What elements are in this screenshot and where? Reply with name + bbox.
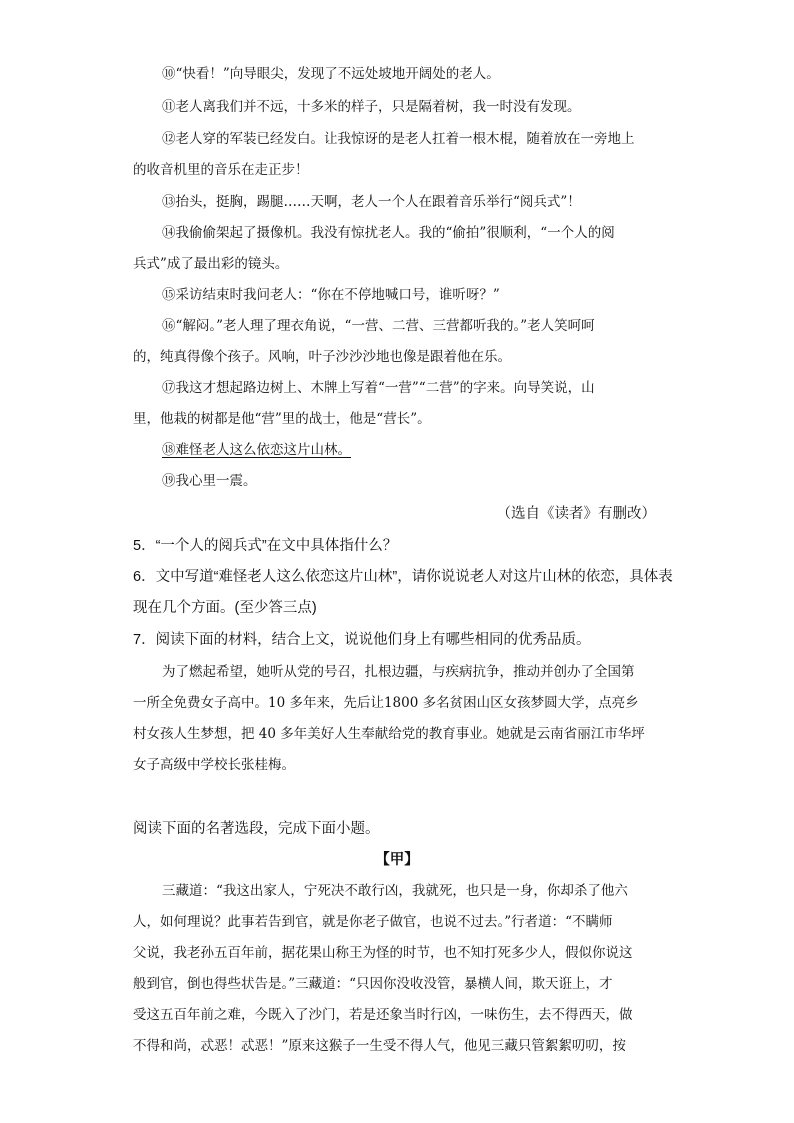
question-5: 5．“一个人的阅兵式”在文中具体指什么？ [133,538,398,554]
material-line-1: 为了燃起希望，她听从党的号召，扎根边疆，与疾病抗争，推动并创办了全国第 [162,664,635,680]
section-instruction: 阅读下面的名著选段，完成下面小题。 [133,821,380,837]
paragraph-12-line-1: ⑫老人穿的军装已经发白。让我惊讶的是老人扛着一根木棍，随着放在一旁地上 [162,131,635,147]
paragraph-13: ⑬抬头，挺胸，踢腿……天啊，老人一个人在跟着音乐举行“阅兵式”！ [162,194,581,210]
excerpt-line-5: 受这五百年前之难，今既入了沙门，若是还象当时行凶，一味伤生，去不得西天，做 [133,1007,633,1023]
source-citation: （选自《读者》有删改） [496,506,656,522]
question-6-line-2: 现在几个方面。(至少答三点) [133,600,317,616]
paragraph-19: ⑲我心里一震。 [162,473,257,489]
excerpt-line-2: 人，如何理说？此事若告到官，就是你老子做官，也说不过去。”行者道：“不瞒师 [133,914,613,930]
excerpt-line-3: 父说，我老孙五百年前，据花果山称王为怪的时节，也不知打死多少人，假似你说这 [133,945,633,961]
paragraph-17-line-2: 里，他栽的树都是他“营”里的战士，他是“营长”。 [133,411,431,427]
paragraph-16-line-2: 的，纯真得像个孩子。风响，叶子沙沙沙地也像是跟着他在乐。 [133,349,511,365]
excerpt-line-1: 三藏道：“我这出家人，宁死决不敢行凶，我就死，也只是一身，你却杀了他六 [162,883,628,899]
material-line-3: 村女孩人生梦想，把 40 多年美好人生奉献给党的教育事业。她就是云南省丽江市华坪 [133,726,645,742]
paragraph-11: ⑪老人离我们并不远，十多米的样子，只是隔着树，我一时没有发现。 [162,99,581,115]
material-line-2: 一所全免费女子高中。10 多年来，先后让1800 多名贫困山区女孩梦圆大学，点亮乡 [133,695,639,711]
paragraph-12-line-2: 的收音机里的音乐在走正步！ [133,162,309,178]
paragraph-15: ⑮采访结束时我问老人：“你在不停地喊口号，谁听呀？” [162,287,500,303]
paragraph-18-underlined: ⑱难怪老人这么依恋这片山林。 [162,442,351,458]
excerpt-line-6: 不得和尚，忒恶！忒恶！”原来这猴子一生受不得人气，他见三藏只管絮絮叨叨，按 [133,1038,626,1054]
paragraph-10: ⑩“快看！”向导眼尖，发现了不远处坡地开阔处的老人。 [162,66,500,82]
question-7: 7．阅读下面的材料，结合上文，说说他们身上有哪些相同的优秀品质。 [133,632,591,648]
paragraph-14-line-2: 兵式”成了最出彩的镜头。 [133,256,289,272]
paragraph-16-line-1: ⑯“解闷。”老人理了理衣角说，“一营、二营、三营都听我的。”老人笑呵呵 [162,318,595,334]
paragraph-17-line-1: ⑰我这才想起路边树上、木牌上写着“一营”“二营”的字来。向导笑说，山 [162,380,595,396]
material-line-4: 女子高级中学校长张桂梅。 [133,757,295,773]
excerpt-heading: 【甲】 [375,852,419,868]
excerpt-line-4: 般到官，倒也得些状告是。”三藏道：“只因你没收没管，暴横人间，欺天诳上，才 [133,976,613,992]
question-6-line-1: 6．文中写道“难怪老人这么依恋这片山林”，请你说说老人对这片山林的依恋，具体表 [133,569,673,585]
paragraph-14-line-1: ⑭我偷偷架起了摄像机。我没有惊扰老人。我的“偷拍”很顺利，“一个人的阅 [162,225,615,241]
